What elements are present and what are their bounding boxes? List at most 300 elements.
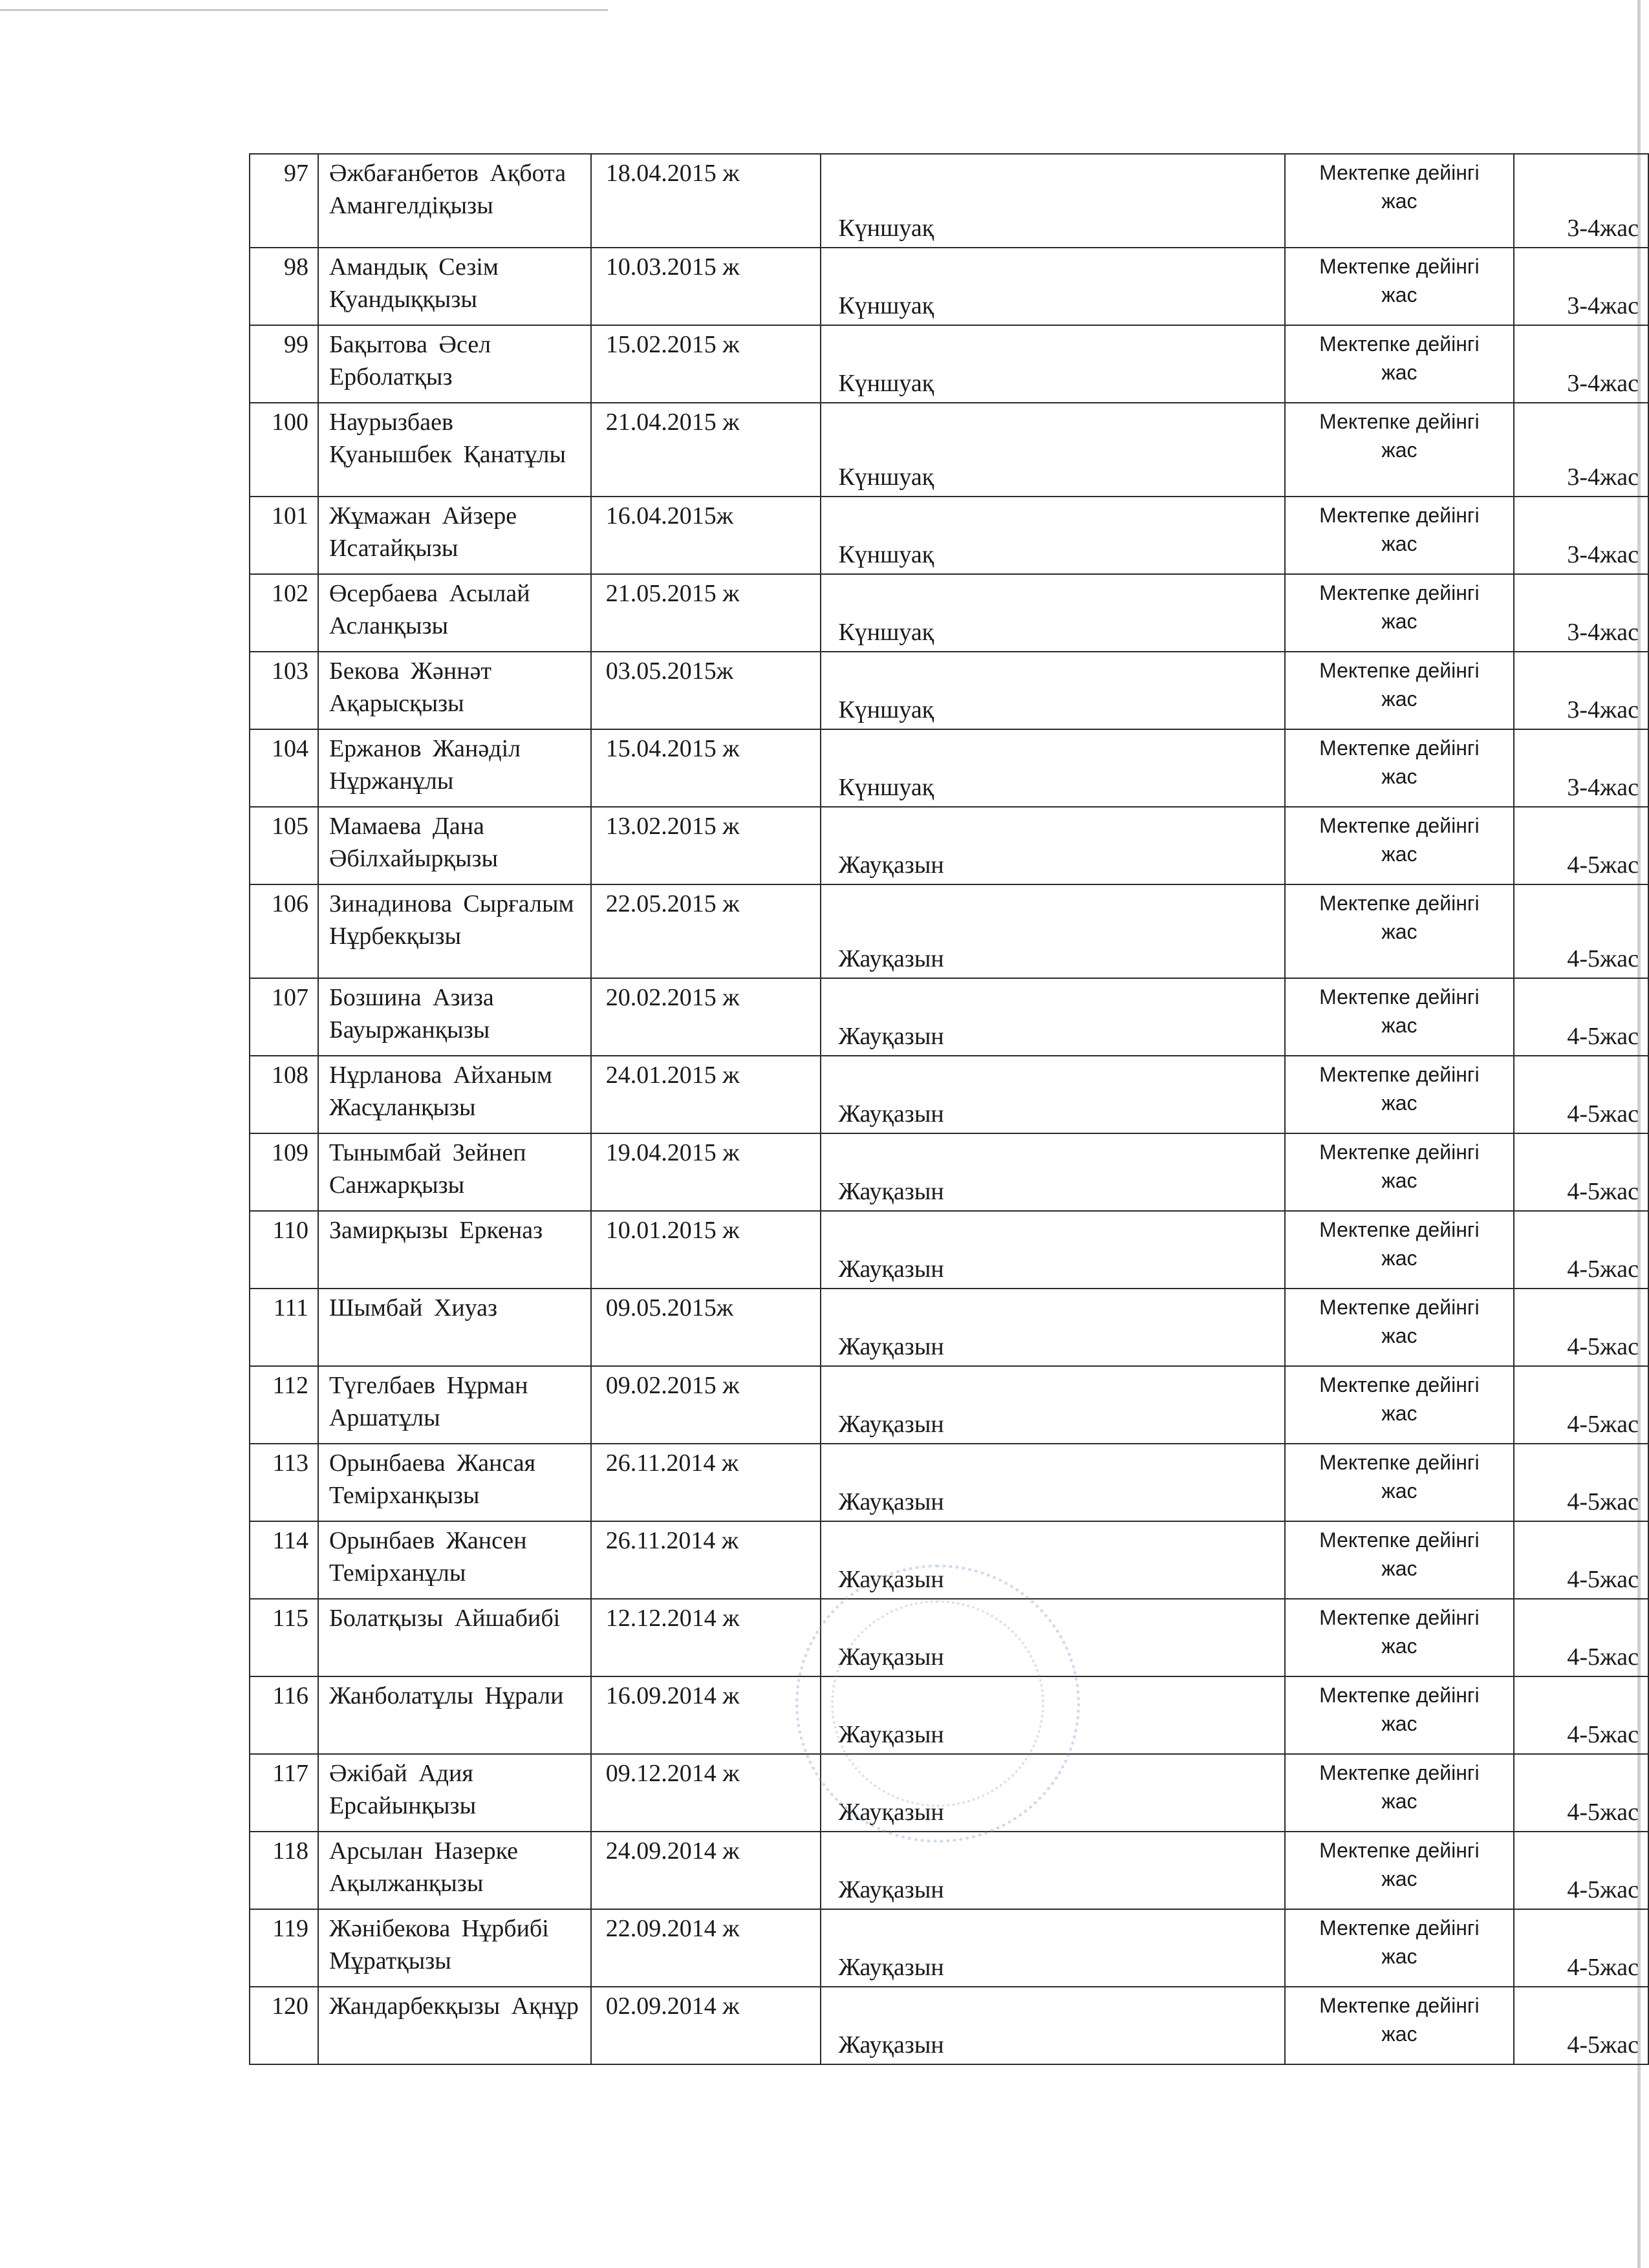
child-name: Замирқызы Еркеназ <box>329 1217 543 1244</box>
table-row <box>250 1133 1648 1211</box>
group-cell <box>821 1444 1285 1521</box>
birth-date-cell <box>591 1676 821 1754</box>
age-cell <box>1514 1366 1648 1444</box>
age-range: 4-5жас <box>1567 1721 1639 1748</box>
birth-date: 09.05.2015ж <box>605 1294 734 1321</box>
group-cell <box>821 248 1285 325</box>
age-range: 3-4жас <box>1567 370 1639 397</box>
category-cell <box>1285 807 1514 884</box>
birth-date: 15.02.2015 ж <box>605 331 740 358</box>
child-name-cell <box>318 403 591 497</box>
category-cell <box>1285 1366 1514 1444</box>
row-number: 120 <box>271 1993 308 2020</box>
category-label: Мектепке дейінгі жас <box>1319 1218 1480 1270</box>
child-name: Мамаева Дана Әбілхайырқызы <box>329 813 499 872</box>
row-number: 100 <box>271 409 308 436</box>
table-row <box>250 1676 1648 1754</box>
table-row <box>250 807 1648 884</box>
child-name-cell <box>318 1987 591 2064</box>
child-name-cell <box>318 1676 591 1754</box>
children-roster-table <box>249 153 1649 2065</box>
age-cell <box>1514 574 1648 652</box>
group-name: Күншуақ <box>838 292 934 319</box>
category-cell <box>1285 325 1514 403</box>
row-number-cell <box>250 403 318 497</box>
group-cell <box>821 978 1285 1056</box>
birth-date-cell <box>591 884 821 978</box>
birth-date: 10.03.2015 ж <box>605 253 740 281</box>
child-name: Жәнібекова Нұрбибі Мұратқызы <box>329 1915 549 1974</box>
table-row <box>250 1909 1648 1987</box>
table-row <box>250 1521 1648 1599</box>
child-name-cell <box>318 497 591 574</box>
age-range: 4-5жас <box>1567 1643 1639 1671</box>
child-name: Өсербаева Асылай Асланқызы <box>329 580 530 639</box>
child-name-cell <box>318 1832 591 1909</box>
group-cell <box>821 1676 1285 1754</box>
table-row <box>250 652 1648 729</box>
category-label: Мектепке дейінгі жас <box>1319 1451 1480 1503</box>
age-cell <box>1514 1832 1648 1909</box>
age-range: 3-4жас <box>1567 215 1639 242</box>
age-range: 3-4жас <box>1567 619 1639 646</box>
birth-date-cell <box>591 1366 821 1444</box>
category-cell <box>1285 403 1514 497</box>
child-name-cell <box>318 884 591 978</box>
table-row <box>250 574 1648 652</box>
age-range: 3-4жас <box>1567 292 1639 319</box>
birth-date: 21.04.2015 ж <box>605 409 740 436</box>
group-cell <box>821 1832 1285 1909</box>
group-cell <box>821 1521 1285 1599</box>
child-name: Бақытова Әсел Ерболатқыз <box>329 331 491 390</box>
row-number-cell <box>250 978 318 1056</box>
category-cell <box>1285 729 1514 807</box>
group-cell <box>821 1754 1285 1832</box>
age-cell <box>1514 325 1648 403</box>
child-name-cell <box>318 1289 591 1366</box>
group-name: Жауқазын <box>838 1178 944 1205</box>
group-name: Жауқазын <box>838 2031 944 2059</box>
row-number-cell <box>250 1754 318 1832</box>
row-number: 102 <box>271 580 308 607</box>
row-number-cell <box>250 1444 318 1521</box>
birth-date-cell <box>591 1987 821 2064</box>
row-number: 107 <box>271 984 308 1011</box>
birth-date: 09.02.2015 ж <box>605 1372 740 1399</box>
birth-date-cell <box>591 652 821 729</box>
age-range: 4-5жас <box>1567 1411 1639 1438</box>
birth-date: 24.01.2015 ж <box>605 1062 740 1089</box>
birth-date-cell <box>591 1289 821 1366</box>
group-name: Күншуақ <box>838 215 934 242</box>
group-cell <box>821 729 1285 807</box>
child-name-cell <box>318 154 591 248</box>
birth-date: 24.09.2014 ж <box>605 1837 740 1865</box>
group-name: Күншуақ <box>838 370 934 397</box>
table-row <box>250 325 1648 403</box>
group-cell <box>821 1211 1285 1289</box>
birth-date-cell <box>591 1521 821 1599</box>
birth-date: 19.04.2015 ж <box>605 1139 740 1166</box>
category-cell <box>1285 1521 1514 1599</box>
child-name: Бекова Жәннәт Ақарысқызы <box>329 658 492 717</box>
age-cell <box>1514 497 1648 574</box>
row-number: 97 <box>283 160 308 187</box>
table-row <box>250 154 1648 248</box>
table-row <box>250 729 1648 807</box>
row-number-cell <box>250 1211 318 1289</box>
category-cell <box>1285 1133 1514 1211</box>
group-cell <box>821 1056 1285 1133</box>
table-row <box>250 1056 1648 1133</box>
group-cell <box>821 574 1285 652</box>
row-number: 106 <box>271 890 308 917</box>
group-name: Жауқазын <box>838 851 944 879</box>
category-label: Мектепке дейінгі жас <box>1319 1994 1480 2046</box>
category-label: Мектепке дейінгі жас <box>1319 1606 1480 1658</box>
row-number: 113 <box>272 1450 308 1477</box>
age-range: 4-5жас <box>1567 1023 1639 1050</box>
category-label: Мектепке дейінгі жас <box>1319 1140 1480 1192</box>
scan-edge-line <box>0 9 608 11</box>
child-name: Арсылан Назерке Ақылжанқызы <box>329 1837 519 1897</box>
age-range: 4-5жас <box>1567 1876 1639 1903</box>
age-range: 4-5жас <box>1567 851 1639 879</box>
row-number: 109 <box>271 1139 308 1166</box>
child-name: Болатқызы Айшабибі <box>329 1605 561 1632</box>
category-label: Мектепке дейінгі жас <box>1319 332 1480 384</box>
birth-date-cell <box>591 1909 821 1987</box>
group-cell <box>821 652 1285 729</box>
birth-date: 12.12.2014 ж <box>605 1605 740 1632</box>
age-cell <box>1514 1211 1648 1289</box>
child-name-cell <box>318 807 591 884</box>
category-label: Мектепке дейінгі жас <box>1319 1761 1480 1813</box>
table-row <box>250 1832 1648 1909</box>
age-range: 3-4жас <box>1567 696 1639 723</box>
table-row <box>250 1987 1648 2064</box>
category-label: Мектепке дейінгі жас <box>1319 410 1480 462</box>
age-cell <box>1514 729 1648 807</box>
child-name-cell <box>318 1754 591 1832</box>
category-label: Мектепке дейінгі жас <box>1319 1296 1480 1347</box>
birth-date-cell <box>591 1056 821 1133</box>
group-cell <box>821 1987 1285 2064</box>
row-number-cell <box>250 1676 318 1754</box>
row-number: 101 <box>271 502 308 530</box>
child-name-cell <box>318 1366 591 1444</box>
birth-date-cell <box>591 574 821 652</box>
child-name: Орынбаев Жансен Темірханұлы <box>329 1527 527 1587</box>
age-range: 3-4жас <box>1567 541 1639 568</box>
row-number-cell <box>250 1056 318 1133</box>
group-name: Күншуақ <box>838 619 934 646</box>
birth-date-cell <box>591 1133 821 1211</box>
category-cell <box>1285 1444 1514 1521</box>
category-cell <box>1285 1056 1514 1133</box>
category-cell <box>1285 1599 1514 1676</box>
birth-date: 22.05.2015 ж <box>605 890 740 917</box>
age-range: 4-5жас <box>1567 2031 1639 2059</box>
child-name: Зинадинова Сырғалым Нұрбекқызы <box>329 890 574 950</box>
child-name: Бозшина Азиза Бауыржанқызы <box>329 984 494 1043</box>
category-cell <box>1285 1676 1514 1754</box>
row-number-cell <box>250 248 318 325</box>
category-cell <box>1285 248 1514 325</box>
category-label: Мектепке дейінгі жас <box>1319 659 1480 711</box>
birth-date: 10.01.2015 ж <box>605 1217 740 1244</box>
age-range: 4-5жас <box>1567 1954 1639 1981</box>
group-name: Жауқазын <box>838 1256 944 1283</box>
category-cell <box>1285 1832 1514 1909</box>
category-label: Мектепке дейінгі жас <box>1319 814 1480 866</box>
row-number-cell <box>250 574 318 652</box>
age-cell <box>1514 403 1648 497</box>
category-label: Мектепке дейінгі жас <box>1319 504 1480 555</box>
age-cell <box>1514 1521 1648 1599</box>
category-label: Мектепке дейінгі жас <box>1319 581 1480 633</box>
category-label: Мектепке дейінгі жас <box>1319 736 1480 788</box>
birth-date-cell <box>591 325 821 403</box>
group-name: Жауқазын <box>838 945 944 972</box>
birth-date-cell <box>591 807 821 884</box>
child-name: Жандарбекқызы Ақнұр <box>329 1993 579 2020</box>
age-cell <box>1514 1289 1648 1366</box>
birth-date: 09.12.2014 ж <box>605 1760 740 1787</box>
age-cell <box>1514 884 1648 978</box>
child-name: Амандық Сезім Қуандыққызы <box>329 253 499 313</box>
birth-date-cell <box>591 1599 821 1676</box>
category-label: Мектепке дейінгі жас <box>1319 255 1480 306</box>
birth-date: 20.02.2015 ж <box>605 984 740 1011</box>
group-cell <box>821 1289 1285 1366</box>
category-cell <box>1285 154 1514 248</box>
category-label: Мектепке дейінгі жас <box>1319 1839 1480 1890</box>
age-range: 4-5жас <box>1567 1799 1639 1826</box>
birth-date: 22.09.2014 ж <box>605 1915 740 1942</box>
table-row <box>250 497 1648 574</box>
age-cell <box>1514 1599 1648 1676</box>
age-cell <box>1514 1444 1648 1521</box>
birth-date-cell <box>591 729 821 807</box>
group-cell <box>821 1599 1285 1676</box>
birth-date: 02.09.2014 ж <box>605 1993 740 2020</box>
row-number: 103 <box>271 658 308 685</box>
birth-date: 03.05.2015ж <box>605 658 734 685</box>
category-cell <box>1285 1987 1514 2064</box>
table-row <box>250 978 1648 1056</box>
group-name: Күншуақ <box>838 696 934 723</box>
birth-date-cell <box>591 154 821 248</box>
age-cell <box>1514 1754 1648 1832</box>
category-label: Мектепке дейінгі жас <box>1319 1373 1480 1425</box>
age-cell <box>1514 248 1648 325</box>
group-name: Жауқазын <box>838 1100 944 1128</box>
child-name-cell <box>318 652 591 729</box>
group-cell <box>821 325 1285 403</box>
category-cell <box>1285 1909 1514 1987</box>
row-number: 111 <box>273 1294 308 1321</box>
group-cell <box>821 1133 1285 1211</box>
child-name: Жанболатұлы Нұрали <box>329 1682 564 1709</box>
age-cell <box>1514 978 1648 1056</box>
birth-date: 15.04.2015 ж <box>605 735 740 762</box>
row-number: 108 <box>271 1062 308 1089</box>
row-number-cell <box>250 807 318 884</box>
group-cell <box>821 807 1285 884</box>
row-number-cell <box>250 884 318 978</box>
birth-date: 13.02.2015 ж <box>605 813 740 840</box>
group-cell <box>821 884 1285 978</box>
row-number-cell <box>250 325 318 403</box>
child-name-cell <box>318 729 591 807</box>
row-number: 104 <box>271 735 308 762</box>
child-name-cell <box>318 248 591 325</box>
row-number: 114 <box>272 1527 308 1554</box>
table-row <box>250 1289 1648 1366</box>
row-number: 110 <box>272 1217 308 1244</box>
child-name: Ержанов Жанәділ Нұржанұлы <box>329 735 521 795</box>
table-row <box>250 1366 1648 1444</box>
age-range: 3-4жас <box>1567 774 1639 801</box>
group-cell <box>821 1909 1285 1987</box>
group-name: Жауқазын <box>838 1333 944 1360</box>
category-label: Мектепке дейінгі жас <box>1319 1528 1480 1580</box>
birth-date: 21.05.2015 ж <box>605 580 740 607</box>
birth-date-cell <box>591 978 821 1056</box>
child-name: Орынбаева Жансая Темірханқызы <box>329 1450 536 1509</box>
row-number: 116 <box>272 1682 308 1709</box>
category-label: Мектепке дейінгі жас <box>1319 1916 1480 1968</box>
child-name: Наурызбаев Қуанышбек Қанатұлы <box>329 409 566 468</box>
row-number-cell <box>250 1366 318 1444</box>
row-number-cell <box>250 1289 318 1366</box>
group-cell <box>821 154 1285 248</box>
category-label: Мектепке дейінгі жас <box>1319 161 1480 213</box>
age-range: 4-5жас <box>1567 1566 1639 1593</box>
category-cell <box>1285 497 1514 574</box>
table-row <box>250 1444 1648 1521</box>
child-name-cell <box>318 1211 591 1289</box>
table-row <box>250 1754 1648 1832</box>
row-number: 117 <box>272 1760 308 1787</box>
roster-body <box>250 154 1648 2064</box>
birth-date: 18.04.2015 ж <box>605 160 740 187</box>
row-number-cell <box>250 497 318 574</box>
birth-date: 26.11.2014 ж <box>605 1450 739 1477</box>
child-name-cell <box>318 1133 591 1211</box>
category-label: Мектепке дейінгі жас <box>1319 892 1480 943</box>
birth-date-cell <box>591 403 821 497</box>
child-name-cell <box>318 1909 591 1987</box>
row-number-cell <box>250 1987 318 2064</box>
group-name: Жауқазын <box>838 1023 944 1050</box>
age-cell <box>1514 1133 1648 1211</box>
group-name: Жауқазын <box>838 1566 944 1593</box>
age-range: 4-5жас <box>1567 1488 1639 1515</box>
age-cell <box>1514 1056 1648 1133</box>
group-cell <box>821 403 1285 497</box>
row-number: 115 <box>272 1605 308 1632</box>
birth-date: 16.09.2014 ж <box>605 1682 740 1709</box>
birth-date-cell <box>591 1832 821 1909</box>
group-name: Күншуақ <box>838 464 934 491</box>
group-name: Күншуақ <box>838 541 934 568</box>
row-number-cell <box>250 729 318 807</box>
group-name: Жауқазын <box>838 1643 944 1671</box>
child-name-cell <box>318 325 591 403</box>
child-name-cell <box>318 1056 591 1133</box>
birth-date-cell <box>591 1444 821 1521</box>
table-row <box>250 1211 1648 1289</box>
age-cell <box>1514 1676 1648 1754</box>
group-cell <box>821 1366 1285 1444</box>
table-row <box>250 248 1648 325</box>
age-range: 4-5жас <box>1567 1178 1639 1205</box>
age-range: 4-5жас <box>1567 945 1639 972</box>
row-number-cell <box>250 1599 318 1676</box>
row-number: 105 <box>271 813 308 840</box>
row-number-cell <box>250 1909 318 1987</box>
category-label: Мектепке дейінгі жас <box>1319 985 1480 1037</box>
age-range: 4-5жас <box>1567 1100 1639 1128</box>
child-name: Жұмажан Айзере Исатайқызы <box>329 502 517 562</box>
category-cell <box>1285 1754 1514 1832</box>
table-row <box>250 403 1648 497</box>
child-name: Нұрланова Айханым Жасұланқызы <box>329 1062 552 1121</box>
table-row <box>250 884 1648 978</box>
birth-date-cell <box>591 1211 821 1289</box>
birth-date: 16.04.2015ж <box>605 502 734 530</box>
birth-date: 26.11.2014 ж <box>605 1527 739 1554</box>
row-number: 98 <box>283 253 308 281</box>
row-number: 119 <box>272 1915 308 1942</box>
age-range: 4-5жас <box>1567 1333 1639 1360</box>
age-cell <box>1514 807 1648 884</box>
row-number: 118 <box>272 1837 308 1865</box>
category-cell <box>1285 1289 1514 1366</box>
child-name-cell <box>318 1521 591 1599</box>
row-number: 112 <box>272 1372 308 1399</box>
child-name: Әжбағанбетов Ақбота Амангелдіқызы <box>329 160 566 219</box>
category-cell <box>1285 978 1514 1056</box>
child-name: Тынымбай Зейнеп Санжарқызы <box>329 1139 526 1199</box>
row-number-cell <box>250 1133 318 1211</box>
age-range: 4-5жас <box>1567 1256 1639 1283</box>
child-name-cell <box>318 1444 591 1521</box>
group-name: Жауқазын <box>838 1488 944 1515</box>
category-label: Мектепке дейінгі жас <box>1319 1063 1480 1115</box>
group-cell <box>821 497 1285 574</box>
birth-date-cell <box>591 1754 821 1832</box>
category-cell <box>1285 652 1514 729</box>
age-cell <box>1514 652 1648 729</box>
group-name: Жауқазын <box>838 1954 944 1981</box>
child-name-cell <box>318 574 591 652</box>
age-cell <box>1514 1909 1648 1987</box>
group-name: Жауқазын <box>838 1799 944 1826</box>
table-row <box>250 1599 1648 1676</box>
group-name: Күншуақ <box>838 774 934 801</box>
group-name: Жауқазын <box>838 1876 944 1903</box>
birth-date-cell <box>591 248 821 325</box>
child-name-cell <box>318 1599 591 1676</box>
category-cell <box>1285 884 1514 978</box>
row-number: 99 <box>283 331 308 358</box>
child-name-cell <box>318 978 591 1056</box>
age-range: 3-4жас <box>1567 464 1639 491</box>
